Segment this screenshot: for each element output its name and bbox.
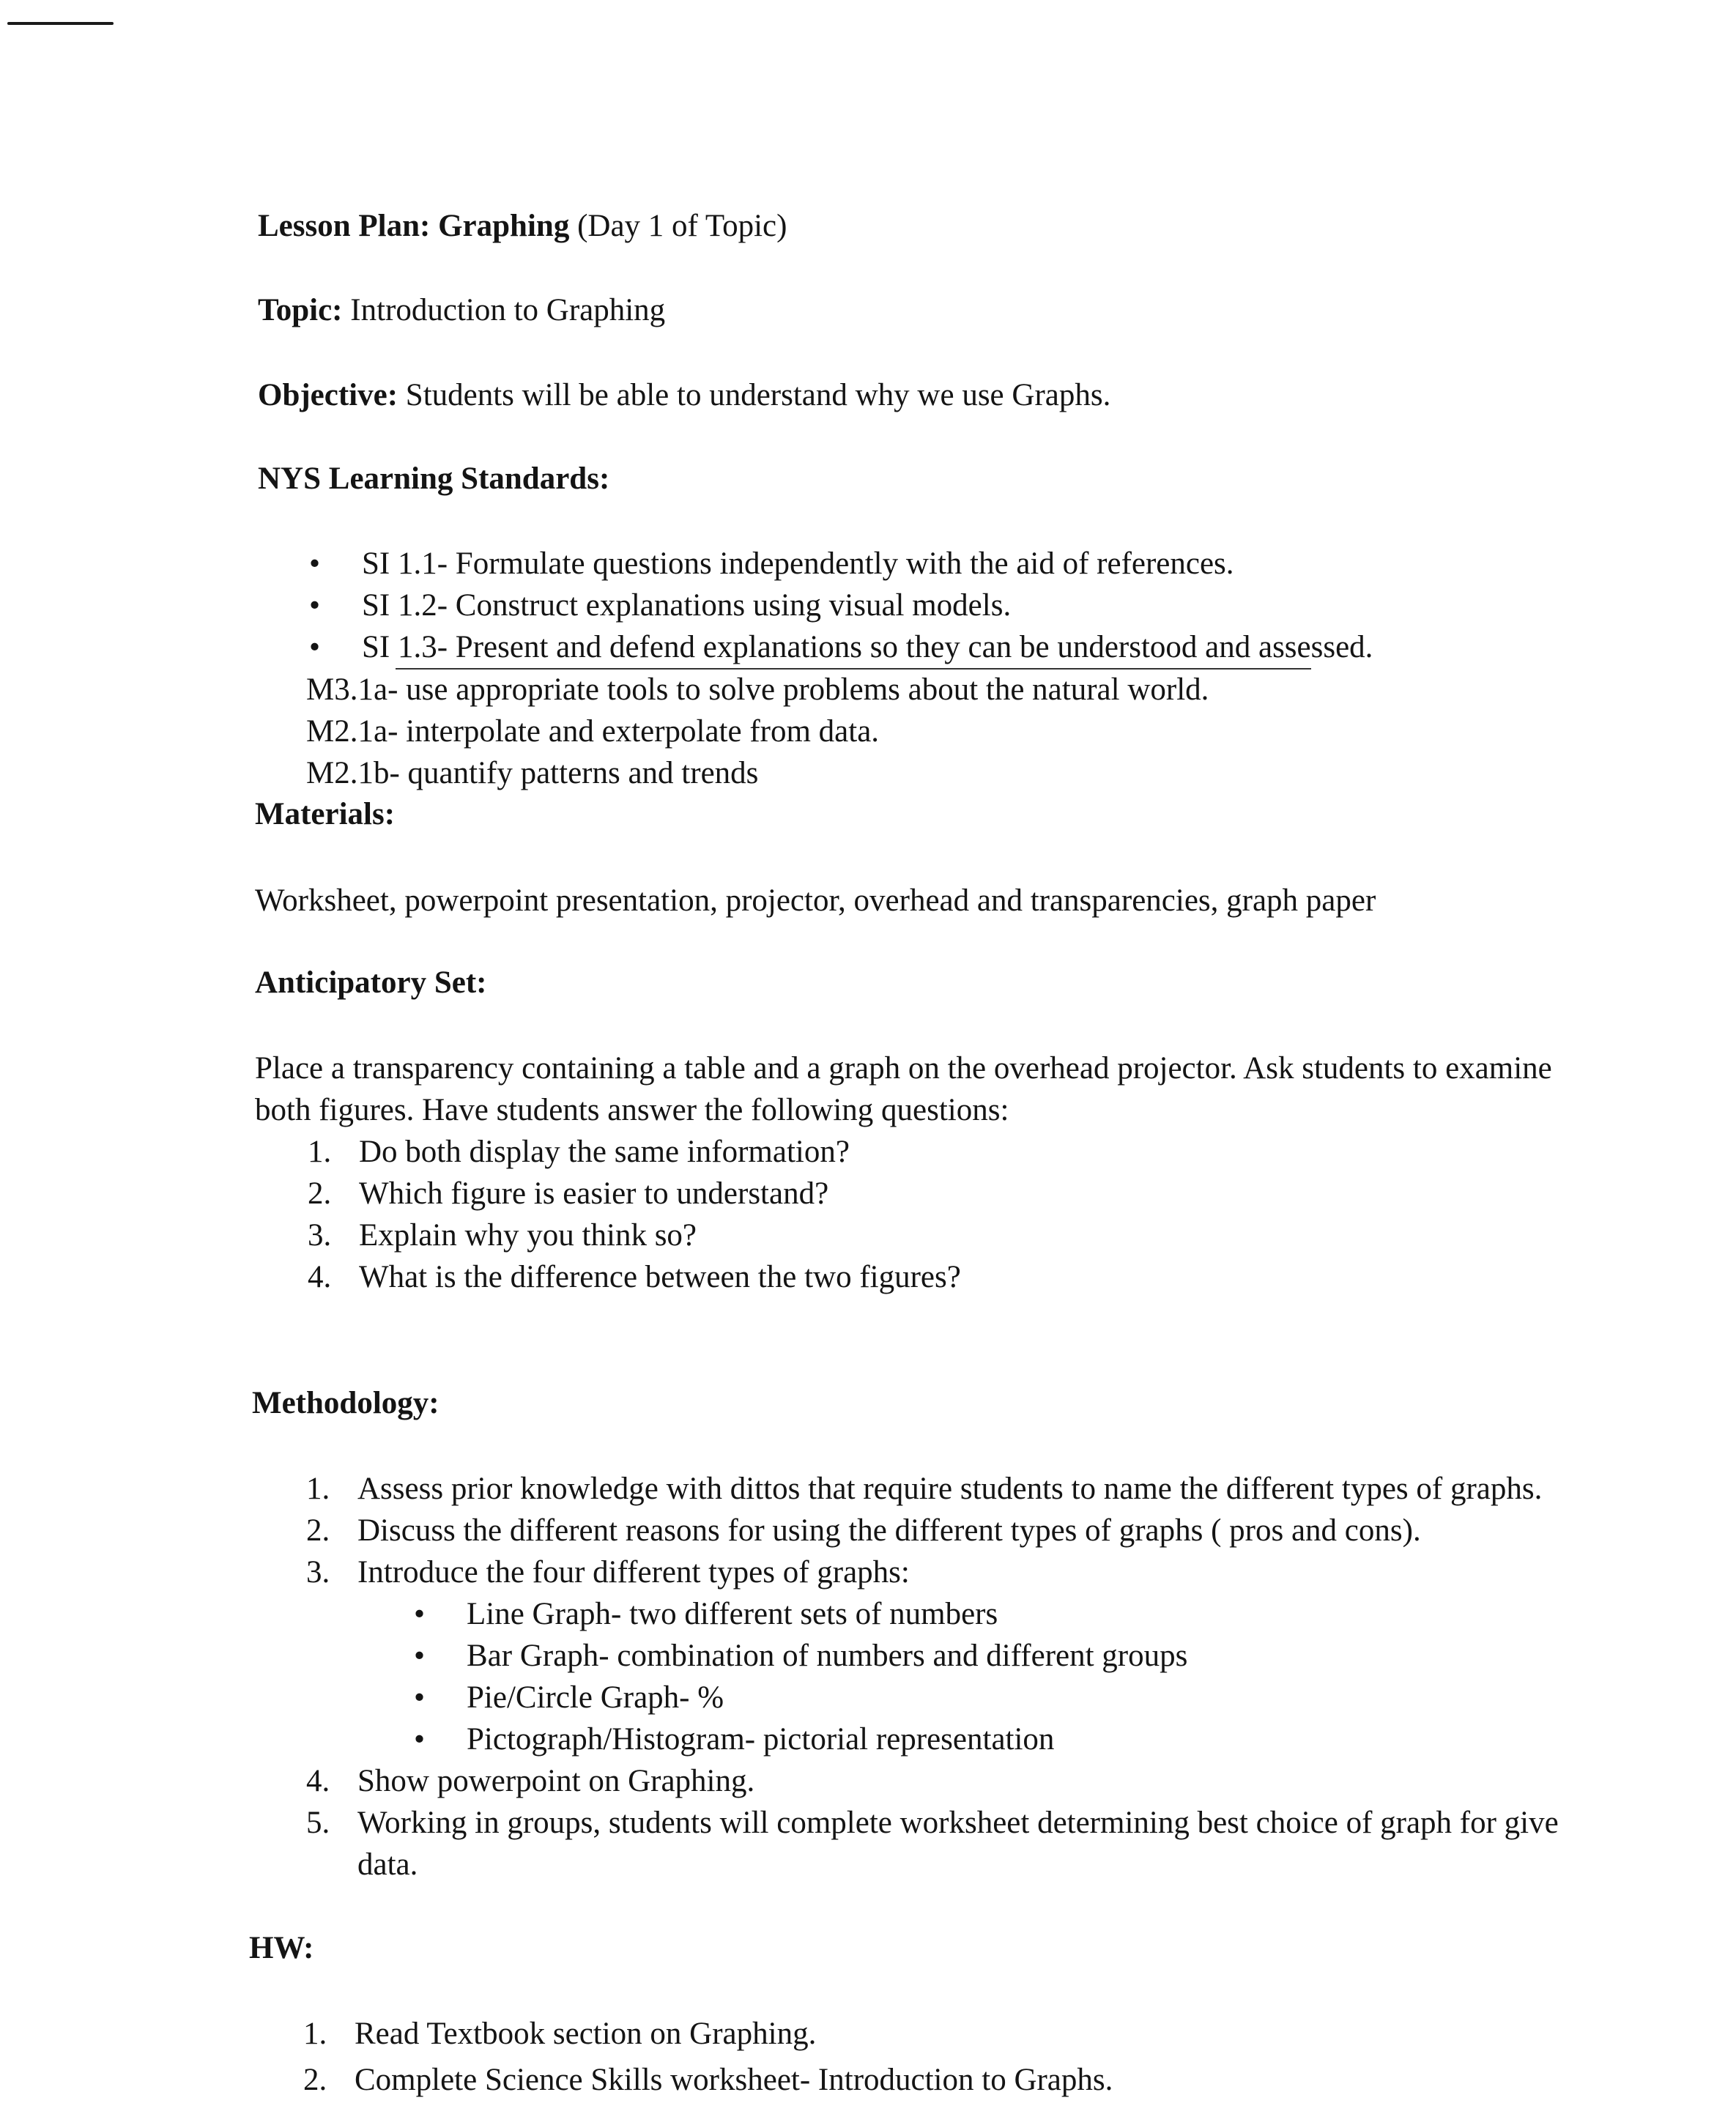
graph-type-text: Line Graph- two different sets of numbers	[467, 1597, 998, 1631]
step-number: 2.	[306, 1513, 330, 1548]
methodology-heading: Methodology:	[252, 1386, 439, 1420]
bullet-icon: •	[309, 546, 321, 581]
anticipatory-heading: Anticipatory Set:	[255, 965, 487, 1000]
math-standard-2: M2.1a- interpolate and exterpolate from data.	[306, 714, 880, 749]
standards-heading: NYS Learning Standards:	[258, 461, 610, 496]
step-text: Working in groups, students will complete worksheet determining best choice of graph for give	[357, 1806, 1559, 1840]
hw-number: 1.	[303, 2017, 327, 2051]
step-number: 3.	[306, 1555, 330, 1590]
lesson-title	[258, 210, 787, 242]
question-text: Do both display the same information?	[359, 1135, 850, 1169]
objective-line	[258, 379, 1110, 411]
hw-number: 2.	[303, 2063, 327, 2097]
materials-value: Worksheet, powerpoint presentation, projector, overhead and transparencies, graph paper	[255, 883, 1376, 918]
math-standard-3: M2.1b- quantify patterns and trends	[306, 756, 759, 790]
bullet-icon: •	[309, 630, 321, 664]
step-text: Show powerpoint on Graphing.	[357, 1764, 755, 1798]
question-number: 4.	[308, 1260, 332, 1294]
topic-label: Topic:	[258, 293, 343, 327]
lesson-title-subject: Graphing	[438, 209, 570, 243]
bullet-icon: •	[414, 1639, 426, 1673]
graph-type-text: Pie/Circle Graph- %	[467, 1680, 724, 1715]
step-number: 4.	[306, 1764, 330, 1798]
objective-label: Objective:	[258, 378, 398, 412]
bullet-icon: •	[414, 1722, 426, 1757]
objective-value: Students will be able to understand why we use Graphs.	[405, 378, 1111, 412]
graph-type-text: Bar Graph- combination of numbers and different groups	[467, 1639, 1188, 1673]
math-standard-1: M3.1a- use appropriate tools to solve problems about the natural world.	[306, 672, 1209, 707]
topic-line	[258, 294, 665, 326]
hw-text: Read Textbook section on Graphing.	[355, 2017, 817, 2051]
question-text: Which figure is easier to understand?	[359, 1176, 829, 1211]
lesson-title-label: Lesson Plan:	[258, 209, 431, 243]
handwritten-underline	[396, 668, 1311, 670]
standard-text: SI 1.2- Construct explanations using visual models.	[362, 588, 1012, 623]
question-number: 2.	[308, 1176, 332, 1211]
hw-heading: HW:	[249, 1931, 314, 1965]
topic-value: Introduction to Graphing	[350, 293, 666, 327]
step-number: 5.	[306, 1806, 330, 1840]
question-number: 3.	[308, 1218, 332, 1253]
graph-type-text: Pictograph/Histogram- pictorial representation	[467, 1722, 1055, 1757]
standard-text: SI 1.3- Present and defend explanations so they can be understood and assessed.	[362, 630, 1373, 664]
question-text: What is the difference between the two figures?	[359, 1260, 961, 1294]
materials-heading: Materials:	[255, 797, 396, 831]
anticipatory-text-2: both figures. Have students answer the following questions:	[255, 1093, 1009, 1127]
step-number: 1.	[306, 1472, 330, 1506]
step-text: Assess prior knowledge with dittos that require students to name the different types of graphs.	[357, 1472, 1543, 1506]
question-number: 1.	[308, 1135, 332, 1169]
anticipatory-text-1: Place a transparency containing a table and a graph on the overhead projector. Ask students to examine	[255, 1051, 1552, 1086]
bullet-icon: •	[309, 588, 321, 623]
question-text: Explain why you think so?	[359, 1218, 697, 1253]
method-step-5-continued: data.	[357, 1847, 418, 1882]
lesson-title-day: (Day 1 of Topic)	[577, 209, 787, 243]
step-text: Introduce the four different types of graphs:	[357, 1555, 910, 1590]
scan-artifact-mark	[7, 22, 114, 25]
hw-text: Complete Science Skills worksheet- Introduction to Graphs.	[355, 2063, 1113, 2097]
bullet-icon: •	[414, 1597, 426, 1631]
step-text: Discuss the different reasons for using the different types of graphs ( pros and cons).	[357, 1513, 1421, 1548]
standard-text: SI 1.1- Formulate questions independently with the aid of references.	[362, 546, 1234, 581]
bullet-icon: •	[414, 1680, 426, 1715]
